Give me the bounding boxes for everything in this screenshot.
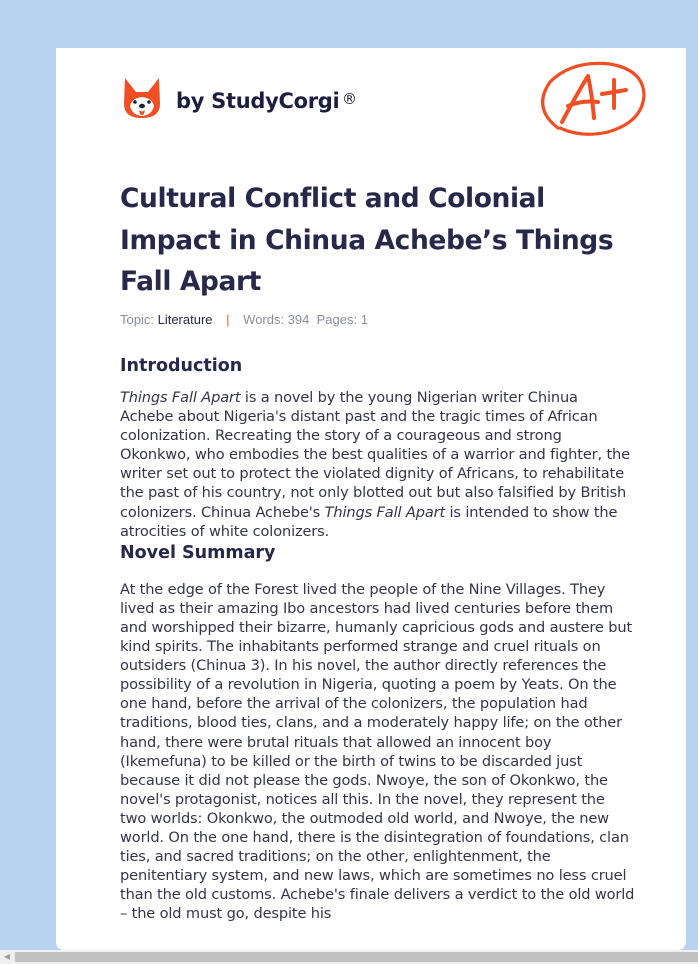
book-title-italic: Things Fall Apart [324, 503, 446, 521]
book-title-italic: Things Fall Apart [120, 389, 241, 406]
section-heading-introduction: Introduction [120, 356, 243, 376]
studycorgi-logo[interactable] [122, 76, 339, 120]
brand-name: by StudyCorgi [176, 89, 340, 113]
intro-text-part-2: is intended to show the atrocities of white colonizers. [120, 503, 618, 540]
topic-link[interactable]: Literature [157, 312, 213, 327]
registered-mark: ® [342, 90, 357, 108]
article-body [120, 354, 635, 923]
scrollbar-thumb[interactable] [15, 952, 698, 962]
section-heading-novel-summary: Novel Summary [120, 542, 276, 563]
introduction-paragraph [120, 388, 635, 541]
article-title: Cultural Conflict and Colonial Impact in Chinua Achebe’s Things Fall Apart [120, 183, 614, 297]
corgi-logo-icon [122, 76, 162, 120]
topic-label: Topic: [120, 312, 154, 327]
a-plus-grade-icon [538, 58, 648, 142]
summary-paragraph: At the edge of the Forest lived the people of the Nine Villages. They lived as their amazing Ibo ancestors had lived centuries before them and worshipped their bizarre, humanly capricious gods and austere but kind spirits. The inhabitants performed strange and cruel rituals on outsiders (Chinua 3). In his novel, the author directly references the possibility of a revolution in Nigeria, quoting a poem by Yeats. On the one hand, before the arrival of the colonizers, the population had traditions, blood ties, clans, and a moderately happy life; on the other hand, there were brutal rituals that allowed an innocent boy (Ikemefuna) to be killed or the birth of twins to be discarded just because it did not please the gods. Nwoye, the son of Okonkwo, the novel's protagonist, notices all this. In the novel, they represent the two worlds: Okonkwo, the outmoded old world, and Nwoye, the new world. On the one hand, there is the disintegration of foundations, clan ties, and sacred traditions; on the other, enlightenment, the penitentiary system, and new laws, which are sometimes no less cruel than the old customs. Achebe's finale delivers a verdict to the old world – the old must go, despite his [120, 580, 635, 923]
word-count: Words: 394 [243, 312, 310, 327]
intro-text-part-1: is a novel by the young Nigerian writer Chinua Achebe about Nigeria's distant past and the tragic times of African colonization. Recreating the story of a courageous and strong Okonkwo, who embodies the best qualities of a warrior and fighter, the writer set out to protect the violated dignity of Africans, to rehabilitate the past of his country, not only blotted out but also falsified by British colonizers. Chinua Achebe's [120, 389, 630, 521]
article-meta [120, 312, 368, 327]
article-card [56, 48, 686, 950]
meta-separator: | [226, 312, 230, 327]
scroll-left-arrow-icon[interactable]: ◀ [3, 952, 11, 961]
grade-badge [538, 58, 648, 146]
page-count: Pages: 1 [316, 312, 368, 327]
horizontal-scrollbar[interactable] [0, 950, 698, 964]
